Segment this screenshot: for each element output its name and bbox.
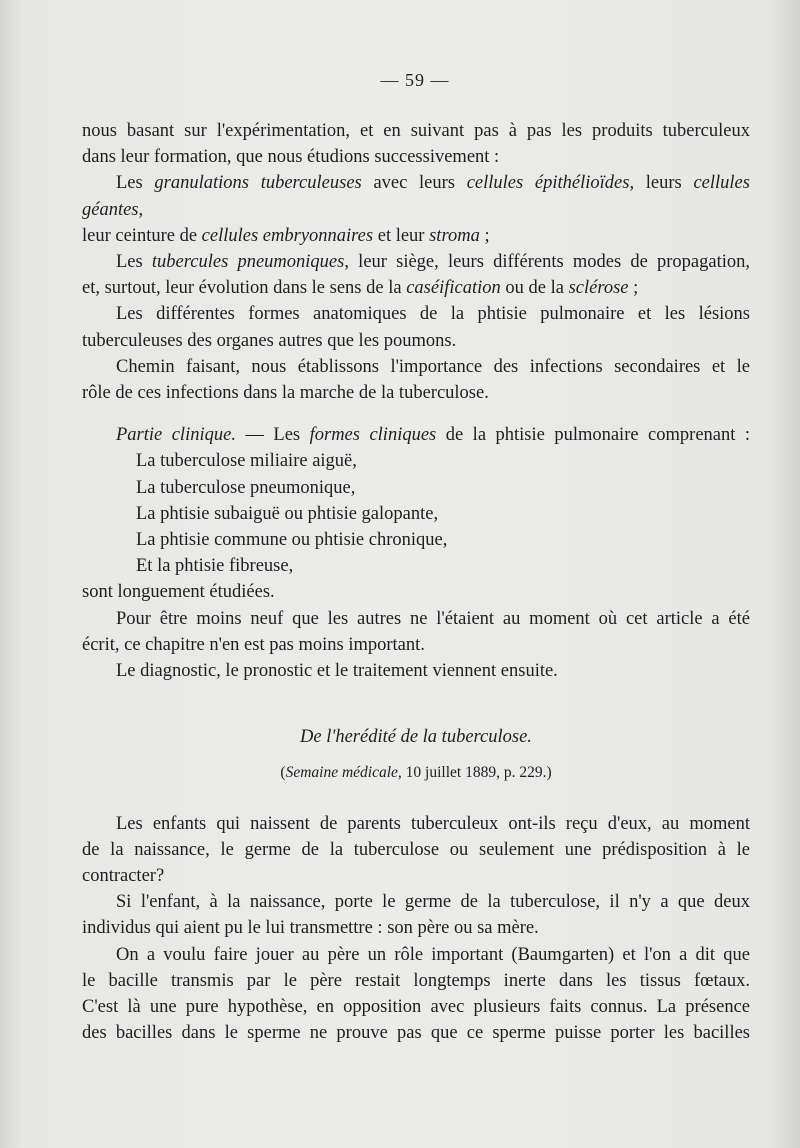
list-item: La phtisie commune ou phtisie chronique, bbox=[136, 530, 448, 551]
text-line: nous basant sur l'expérimentation, et en suivant pas à pas les produits tuberculeux bbox=[82, 121, 750, 141]
text-line: tuberculeuses des organes autres que les poumons. bbox=[82, 330, 457, 351]
text-line: Si l'enfant, à la naissance, porte le germe de la tuberculose, il n'y a que deux bbox=[116, 892, 750, 913]
list-item: La tuberculose pneumonique, bbox=[136, 477, 356, 498]
text-line: dans leur formation, que nous étudions successivement : bbox=[82, 147, 500, 168]
text-line: Les tubercules pneumoniques, leur siège, leurs différents modes de propagation, bbox=[116, 252, 750, 273]
text-line: Pour être moins neuf que les autres ne l'étaient au moment où cet article a été bbox=[116, 608, 750, 629]
text-line: contracter? bbox=[82, 866, 165, 887]
page-number: — 59 — bbox=[380, 70, 450, 90]
text-line: individus qui aient pu le lui transmettre : son père ou sa mère. bbox=[82, 918, 539, 939]
list-item: Et la phtisie fibreuse, bbox=[136, 556, 294, 577]
text-line: Les enfants qui naissent de parents tuberculeux ont-ils reçu d'eux, au moment bbox=[116, 813, 750, 834]
text-line: de la naissance, le germe de la tuberculose ou seulement une prédisposition à le bbox=[82, 839, 750, 860]
text-line: Les granulations tuberculeuses avec leurs cellules épithélioïdes, leurs cellules géantes, bbox=[82, 173, 750, 220]
text-line: Partie clinique. — Les formes cliniques de la phtisie pulmonaire comprenant : bbox=[116, 425, 750, 446]
text-line: écrit, ce chapitre n'en est pas moins important. bbox=[82, 634, 425, 655]
page-text bbox=[82, 118, 750, 1047]
text-line: Les différentes formes anatomiques de la phtisie pulmonaire et les lésions bbox=[116, 304, 750, 325]
section-citation: (Semaine médicale, 10 juillet 1889, p. 229.) bbox=[280, 764, 552, 782]
text-line: leur ceinture de cellules embryonnaires et leur stroma ; bbox=[82, 225, 490, 246]
list-item: La tuberculose miliaire aiguë, bbox=[136, 451, 357, 472]
text-line: des bacilles dans le sperme ne prouve pas que ce sperme puisse porter les bacilles bbox=[82, 1023, 750, 1044]
text-line: On a voulu faire jouer au père un rôle important (Baumgarten) et l'on a dit que bbox=[116, 944, 750, 965]
section-title: De l'herédité de la tuberculose. bbox=[300, 727, 532, 748]
text-line: le bacille transmis par le père restait longtemps inerte dans les tissus fœtaux. bbox=[82, 970, 750, 991]
list-item: La phtisie subaiguë ou phtisie galopante, bbox=[136, 503, 439, 524]
text-line: et, surtout, leur évolution dans le sens de la caséification ou de la sclérose ; bbox=[82, 278, 639, 299]
text-line: Chemin faisant, nous établissons l'importance des infections secondaires et le bbox=[116, 356, 750, 377]
text-line: rôle de ces infections dans la marche de la tuberculose. bbox=[82, 383, 489, 404]
text-line: C'est là une pure hypothèse, en opposition avec plusieurs faits connus. La présence bbox=[82, 997, 750, 1018]
clinical-forms-list bbox=[82, 448, 750, 579]
text-line: sont longuement étudiées. bbox=[82, 582, 275, 603]
text-line: Le diagnostic, le pronostic et le traitement viennent ensuite. bbox=[116, 661, 558, 682]
